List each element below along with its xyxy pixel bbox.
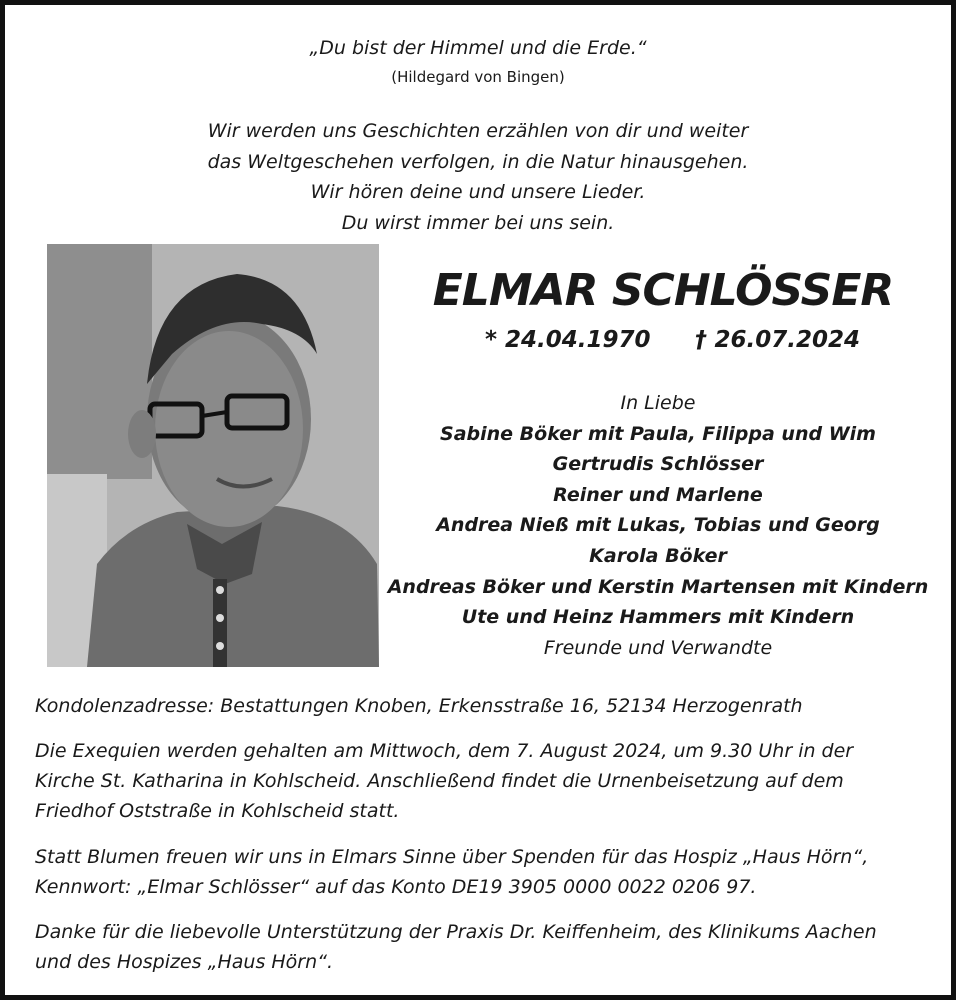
mourner-entry: Andreas Böker und Kerstin Martensen mit Kindern	[387, 575, 929, 598]
mourner-entry: Gertrudis Schlösser	[552, 453, 764, 476]
poem	[5, 116, 951, 238]
paragraph-line: und des Hospizes „Haus Hörn“.	[35, 951, 334, 973]
paragraph-line: Danke für die liebevolle Unterstützung der Praxis Dr. Keiffenheim, des Klinikums Aachen	[35, 921, 877, 943]
mourners-closing: Freunde und Verwandte	[543, 636, 773, 659]
poem-line: Wir hören deine und unsere Lieder.	[310, 181, 646, 203]
mourner-entry: Karola Böker	[589, 544, 727, 567]
quote-text: „Du bist der Himmel und die Erde.“	[309, 37, 647, 59]
portrait-illustration	[47, 244, 379, 667]
poem-line: Wir werden uns Geschichten erzählen von dir und weiter	[207, 120, 749, 142]
paragraph-line: Friedhof Oststraße in Kohlscheid statt.	[35, 800, 400, 822]
mourners-list	[385, 388, 931, 663]
poem-line: das Weltgeschehen verfolgen, in die Natur hinausgehen.	[207, 150, 749, 173]
deceased-name: ELMAR SCHLÖSSER	[432, 265, 894, 316]
mourners-intro: In Liebe	[620, 392, 696, 414]
exequies-paragraph	[35, 736, 929, 826]
paragraph-line: Die Exequien werden gehalten am Mittwoch, dem 7. August 2024, um 9.30 Uhr in der	[35, 740, 854, 762]
paragraph-line: Kennwort: „Elmar Schlösser“ auf das Konto DE19 3905 0000 0022 0206 97.	[35, 876, 757, 898]
mourner-entry: Andrea Nieß mit Lukas, Tobias und Georg	[436, 514, 880, 537]
death-date: † 26.07.2024	[695, 327, 861, 353]
mourner-entry: Reiner und Marlene	[553, 483, 763, 506]
mourner-entry: Sabine Böker mit Paula, Filippa und Wim	[440, 422, 876, 445]
quote-source: (Hildegard von Bingen)	[391, 68, 565, 86]
donation-paragraph	[35, 842, 929, 902]
birth-date: * 24.04.1970	[485, 327, 651, 353]
portrait-photo	[47, 244, 379, 667]
paragraph-line: Statt Blumen freuen wir uns in Elmars Sinne über Spenden für das Hospiz „Haus Hörn“,	[35, 846, 869, 868]
poem-line: Du wirst immer bei uns sein.	[341, 211, 615, 234]
condolence-address: Kondolenzadresse: Bestattungen Knoben, Erkensstraße 16, 52134 Herzogenrath	[35, 695, 803, 717]
paragraph-line: Kirche St. Katharina in Kohlscheid. Anschließend findet die Urnenbeisetzung auf dem	[35, 770, 844, 792]
mourner-entry: Ute und Heinz Hammers mit Kindern	[461, 606, 855, 629]
thanks-paragraph	[35, 917, 929, 977]
